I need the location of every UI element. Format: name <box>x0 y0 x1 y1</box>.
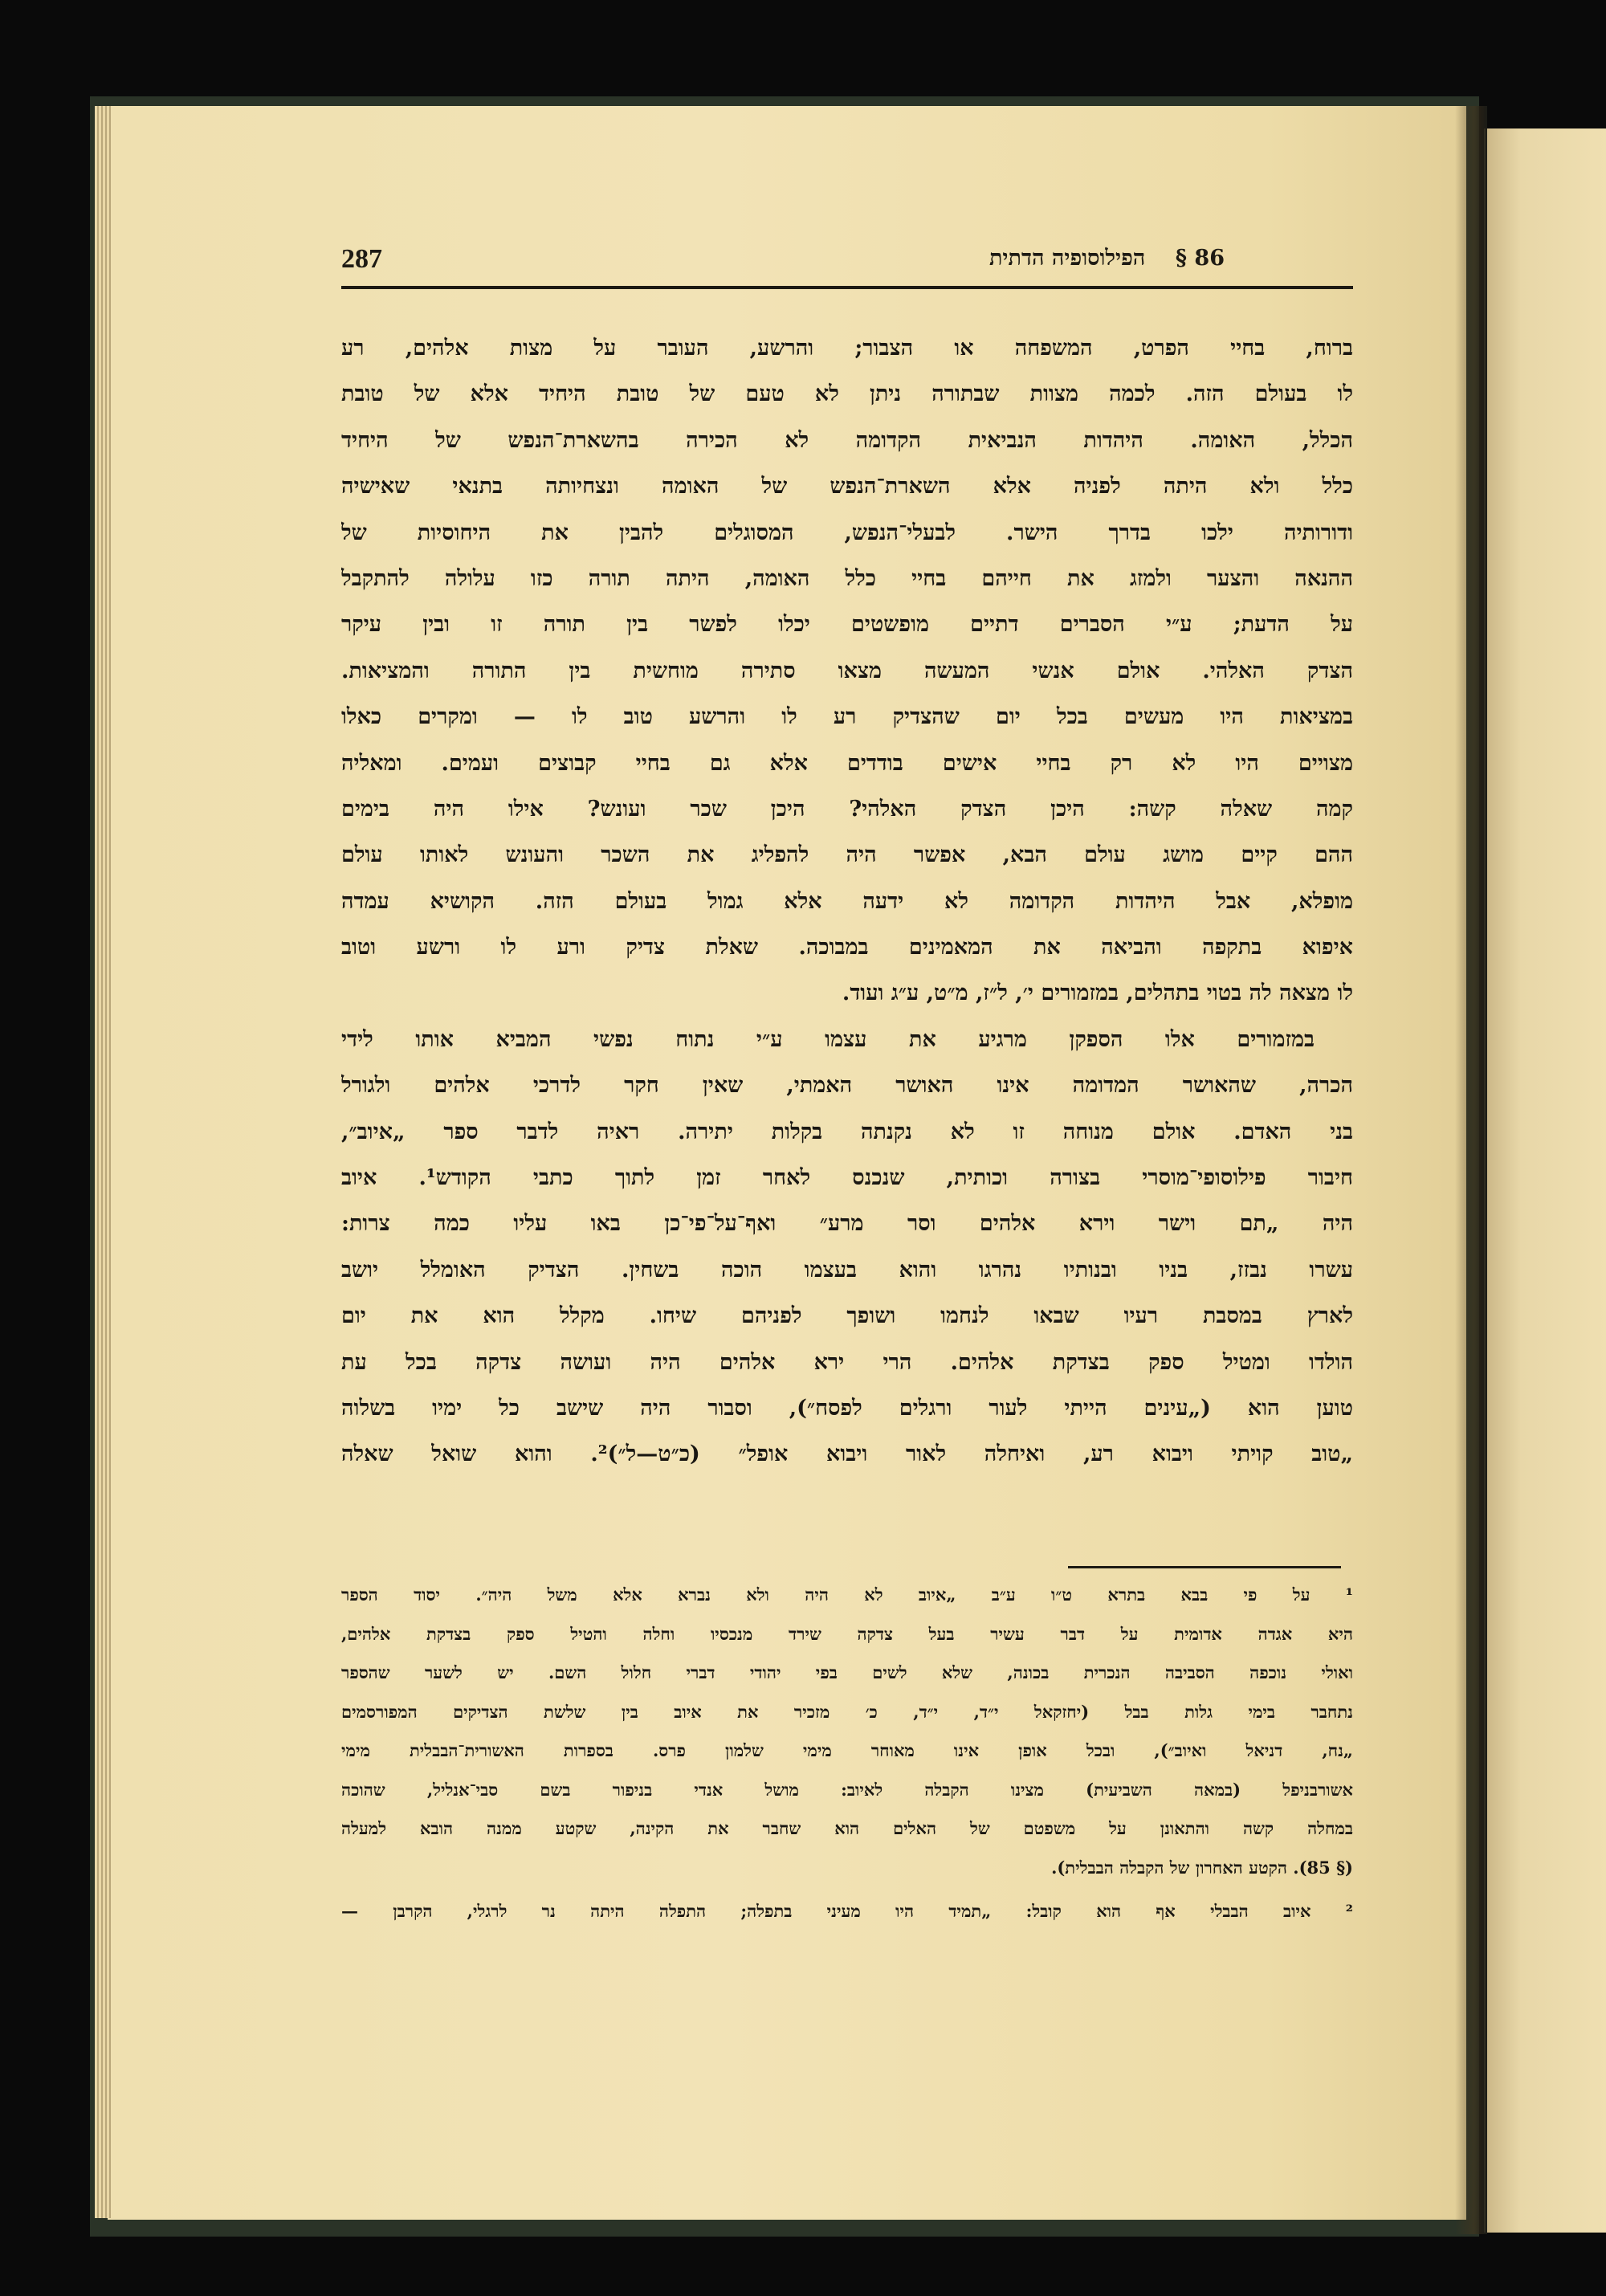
text-line: חיבור פילוסופי־מוסרי בצורה וכותית, שנכנס לאחר זמן לתוך כתבי הקודש¹. איוב <box>341 1165 1353 1191</box>
page-number: 287 <box>341 244 382 274</box>
text-line: בני האדם. אולם מנוחה זו לא נקנתה בקלות יתירה. ראיה לדבר ספר „איוב״, <box>341 1119 1353 1144</box>
text-line: „טוב קויתי ויבוא רע, ואיחלה לאור ויבוא אופל״ (כ״ט—ל״)². והוא שואל שאלה <box>341 1442 1353 1467</box>
text-line: היה „תם וישר וירא אלהים וסר מרע״ ואף־על־פי־כן באו עליו כמה צרות: <box>341 1211 1353 1237</box>
text-line: כלל ולא היתה לפניה אלא השארת־הנפש של האומה ונצחיותה בתנאי שאישיה <box>341 474 1353 500</box>
text-line: על הדעת; ע״י הסברים דתיים מופשטים יכלו לפשר בין תורה זו ובין עיקר <box>341 612 1353 638</box>
footnote-rule <box>1068 1566 1341 1568</box>
text-line: קמה שאלה קשה: היכן הצדק האלהי? היכן שכר ועונש? אילו היה בימים <box>341 796 1353 822</box>
text-line: לו בעולם הזה. לכמה מצוות שבתורה ניתן לא טעם של טובת היחיד אלא של טובת <box>341 381 1353 407</box>
main-text <box>341 325 1353 1478</box>
footnote-line: ² איוב הבבלי אף הוא קובל: „תמיד היו מעיני בתפלה; התפלה היתה נר לרגלי, הקרבן — <box>341 1901 1353 1921</box>
text-line: מצויים היו לא רק בחיי אישים בודדים אלא גם בחיי קבוצים ועמים. ומאליה <box>341 750 1353 776</box>
running-head <box>989 246 1225 271</box>
header-rule <box>341 286 1353 289</box>
footnote-line: (§ 85). הקטע האחרון של הקבלה הבבלית). <box>1051 1857 1353 1878</box>
footnote-line: ואולי נוכפה הסביבה הנכרית בכונה, שלא לשים בפי יהודי דברי חלול השם. יש לשער שהספר <box>341 1662 1353 1682</box>
text-line: ההנאה והצער ולמזג את חייהם בחיי כלל האומה, היתה תורה כזו עלולה להתקבל <box>341 565 1353 591</box>
text-line: הכרה, שהאושר המדומה אינו האושר האמתי, שאין חקר לדרכי אלהים ולגורל <box>341 1073 1353 1099</box>
page-stack-edge <box>95 106 111 2218</box>
text-line: במזמורים אלו הספקן מרגיע את עצמו ע״י נתוח נפשי המביא אותו לידי <box>341 1026 1315 1052</box>
facing-page-edge <box>1484 128 1606 2233</box>
running-head-section: § 86 <box>1175 246 1225 271</box>
footnote-line: היא אגדה אדומית על דבר עשיר בעל צדקה שירד מנכסיו וחלה והטיל ספק בצדקת אלהים, <box>341 1623 1353 1644</box>
footnotes <box>341 1576 1353 1931</box>
text-line: הכלל, האומה. היהדות הנביאית הקדומה לא הכירה בהשארת־הנפש של היחיד <box>341 427 1353 453</box>
footnote-line: אשורבניפל (במאה השביעית) מצינו הקבלה לאיוב: מושל אנדי בניפור בשם סבי־אנליל, שהוכה <box>341 1779 1353 1800</box>
spine-shadow <box>1455 106 1487 2234</box>
footnote-line: נתחבר בימי גלות בבל (יחזקאל י״ד, י״ד, כ׳ מזכיר את איוב בין שלשת הצדיקים המפורסמים <box>341 1701 1353 1722</box>
text-line: עשרו נבזז, בניו ובנותיו נהרגו והוא בעצמו הוכה בשחין. הצדיק האומלל יושב <box>341 1257 1353 1283</box>
text-line: לארץ במסבת רעיו שבאו לנחמו ושופך לפניהם שיחו. מקלל הוא את יום <box>341 1303 1353 1329</box>
text-line: ההם קיים מושג עולם הבא, אפשר היה להפליג את השכר והעונש לאותו עולם <box>341 842 1353 868</box>
text-line: במציאות היו מעשים בכל יום שהצדיק רע לו והרשע טוב לו — ומקרים כאלו <box>341 704 1353 730</box>
running-head-title: הפילוסופיה הדתית <box>988 246 1146 271</box>
text-line: לו מצאה לה בטוי בתהלים, במזמורים י׳, ל״ז, מ״ט, ע״ג ועוד. <box>842 981 1353 1006</box>
footnote-line: ¹ על פי בבא בתרא ט״ו ע״ב „איוב לא היה ולא נברא אלא משל היה״. יסוד הספר <box>341 1584 1353 1605</box>
text-line: מופלא, אבל היהדות הקדומה לא ידעה אלא גמול בעולם הזה. הקושיא עמדה <box>341 888 1353 914</box>
text-line: טוען הוא („עינים הייתי לעור ורגלים לפסח״), וסבור היה שישב כל ימיו בשלוה <box>341 1395 1353 1421</box>
text-line: ודורותיה ילכו בדרך הישר. לבעלי־הנפש, המסוגלים להבין את היחוסיות של <box>341 520 1353 545</box>
text-line: ברוח, בחיי הפרט, המשפחה או הצבור; והרשע, העובר על מצות אלהים, רע <box>341 336 1353 361</box>
text-line: הולדו ומטיל ספק בצדקת אלהים. הרי ירא אלהים היה ועושה צדקה בכל עת <box>341 1349 1353 1375</box>
footnote-line: במחלה קשה והתאונן על משפטם של האלים הוא שחבר את הקינה, שקטע ממנה הובא למעלה <box>341 1818 1353 1838</box>
text-line: הצדק האלהי. אולם אנשי המעשה מצאו סתירה מוחשית בין התורה והמציאות. <box>341 658 1353 683</box>
footnote-line: „נח, דניאל ואיוב״), ובכל אופן אינו מאוחר מימי שלמון פרס. בספרות האשורית־הבבלית מימי <box>341 1740 1353 1760</box>
text-line: איפוא בתקפה והביאה את המאמינים במבוכה. שאלת צדיק ורע לו ורשע וטוב <box>341 935 1353 960</box>
